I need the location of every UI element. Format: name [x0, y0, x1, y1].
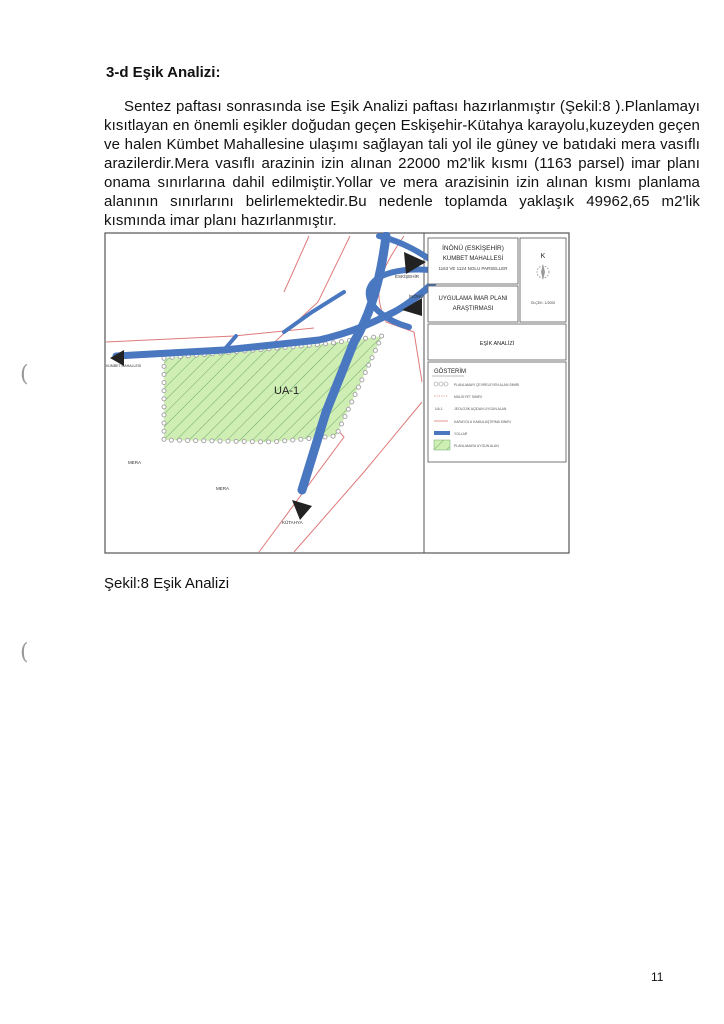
legend-label: PLANLAMAYA UYGUN ALAN — [454, 444, 499, 448]
page-number: 11 — [651, 970, 664, 984]
margin-mark-1: ( — [20, 362, 29, 387]
label-kumbet: KÜMBET MAHALLESİ — [106, 364, 142, 368]
title-block — [428, 238, 566, 360]
label-mera-west: MERA — [128, 460, 142, 465]
legend-label: KARAYOLU KAMULAŞTIRMA SINIRI — [454, 420, 511, 424]
title-location: İNÖNÜ (ESKİŞEHİR) — [442, 245, 504, 252]
legend-label: JEOLOJİK AÇIDAN UYGUN ALAN — [454, 407, 507, 411]
label-mera-south: MERA — [216, 486, 230, 491]
plan-title-2: ARAŞTIRMASI — [452, 306, 494, 312]
legend-label: MÜLKİYET SINIRI — [454, 395, 482, 399]
map-figure — [104, 232, 570, 555]
legend-ua-symbol: UA-1 — [435, 407, 443, 411]
area-label: UA-1 — [274, 385, 300, 397]
label-eskisehir: ESKİŞEHİR — [395, 274, 420, 279]
legend-label: YOLLAR — [454, 432, 468, 436]
legend — [428, 362, 566, 462]
label-inonu: İNÖNÜ — [409, 294, 424, 299]
threshold-analysis-map — [104, 232, 570, 555]
scale-label: ÖLÇEK: 1/2000 — [530, 301, 556, 305]
title-parcels: 1163 VE 1124 NOLU PARSELLER — [438, 266, 508, 271]
margin-mark-2: ( — [20, 640, 29, 665]
legend-label: PLANLAMAYI ÇEVRELEYEN ALAN SINIRI — [454, 383, 520, 387]
sheet-title: EŞİK ANALİZİ — [479, 341, 515, 347]
title-neighbourhood: KUMBET MAHALLESİ — [442, 256, 504, 262]
label-kutahya: KÜTAHYA — [282, 520, 303, 525]
plan-title-1: UYGULAMA İMAR PLANI — [438, 296, 508, 302]
north-label: K — [540, 253, 546, 260]
figure-caption: Şekil:8 Eşik Analizi — [104, 575, 230, 592]
body-paragraph: Sentez paftası sonrasında ise Eşik Analizi paftası hazırlanmıştır (Şekil:8 ).Planlamayı kısıtlayan en önemli eşikler doğudan geçen Eskişehir-Kütahya karayolu,kuzeyden geçen ve halen Kümbet Mahallesine ulaşımı sağlayan tali yol ile güney ve batıdaki mera vasıflı arazilerdir.Mera vasıflı arazinin izin alınan 22000 m2'lik kısmı (1163 parsel) imar planı onama sınırlarına dahil edilmiştir.Yollar ve mera arazisinin izin alınan kısmı planlama alanının sınırlarını belirlemektedir.Bu nedenle toplamda yaklaşık 49962,65 m2'lik kısmında imar planı hazırlanmıştır. — [104, 98, 700, 229]
section-heading: 3-d Eşik Analizi: — [106, 64, 221, 81]
legend-title: GÖSTERİM — [434, 369, 467, 375]
